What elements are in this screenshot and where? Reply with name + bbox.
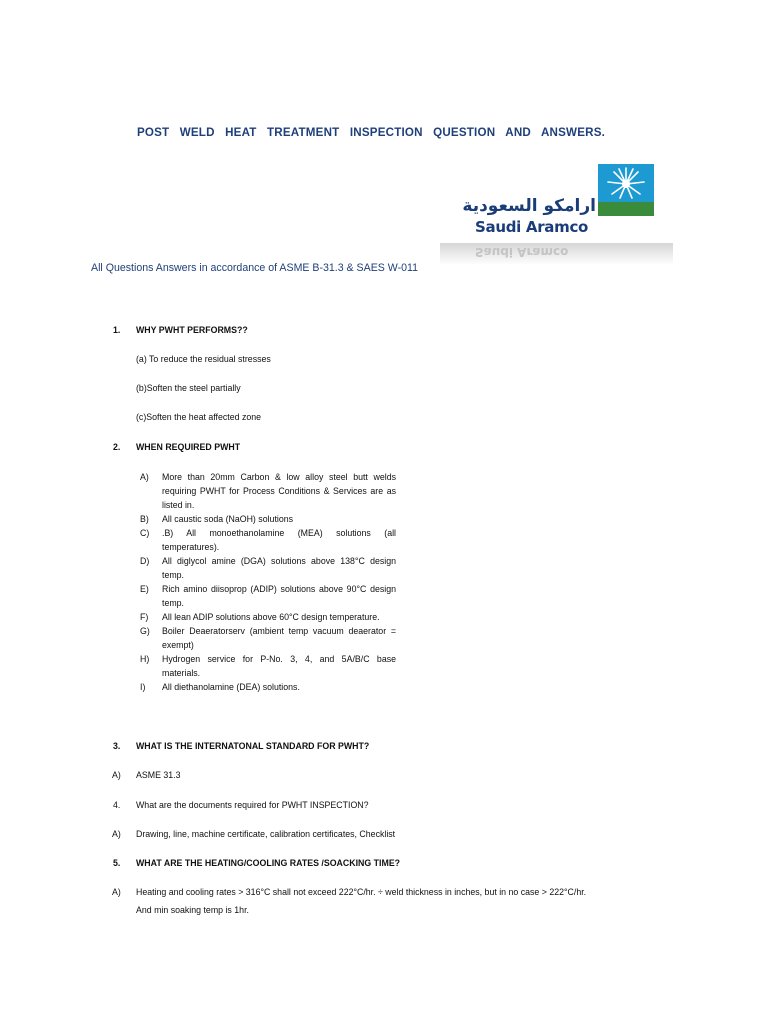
answer-line: (b)Soften the steel partially bbox=[136, 383, 241, 393]
answer-line: (c)Soften the heat affected zone bbox=[136, 412, 262, 422]
question-text: WHEN REQUIRED PWHT bbox=[136, 442, 241, 452]
list-item-text: All lean ADIP solutions above 60°C design temperature. bbox=[162, 612, 380, 622]
question-number: 3. bbox=[113, 741, 121, 751]
saudi-aramco-logo bbox=[440, 158, 673, 246]
list-item-label: A) bbox=[140, 472, 149, 482]
list-item-label: H) bbox=[140, 654, 150, 664]
list-item-text: Rich amino diisoprop (ADIP) solutions above 90°C design temp. bbox=[162, 584, 396, 608]
list-item bbox=[140, 582, 396, 610]
answer-text: Drawing, line, machine certificate, calibration certificates, Checklist bbox=[136, 829, 396, 839]
list-item bbox=[140, 610, 396, 624]
list-item bbox=[140, 652, 396, 680]
list-item bbox=[140, 470, 396, 512]
list-item bbox=[140, 680, 396, 694]
question-number: 1. bbox=[113, 325, 121, 335]
question-number: 4. bbox=[113, 800, 121, 810]
question-number: 5. bbox=[113, 858, 121, 868]
list-item bbox=[140, 512, 396, 526]
list-item-label: F) bbox=[140, 612, 149, 622]
document-title: POST WELD HEAT TREATMENT INSPECTION QUESTION AND ANSWERS. bbox=[136, 126, 606, 139]
list-item-label: G) bbox=[140, 626, 150, 636]
logo-arabic-text: ارامكو السعودية bbox=[462, 196, 596, 216]
answer-label: A) bbox=[112, 829, 121, 839]
list-item-text: More than 20mm Carbon & low alloy steel butt welds requiring PWHT for Process Conditions & Services are as listed in. bbox=[162, 472, 396, 510]
logo-latin-text: Saudi Aramco bbox=[475, 218, 589, 236]
list-item-text: Boiler Deaeratorserv (ambient temp vacuum deaerator = exempt) bbox=[162, 626, 396, 650]
answer-text-line-1: Heating and cooling rates > 316°C shall not exceed 222°C/hr. ÷ weld thickness in inches, but in no case > 222°C/hr. bbox=[136, 887, 587, 897]
list-item-label: D) bbox=[140, 556, 150, 566]
list-item bbox=[140, 624, 396, 652]
question-text: What are the documents required for PWHT INSPECTION? bbox=[136, 800, 369, 810]
aramco-star-icon bbox=[598, 164, 654, 216]
question-text: WHAT ARE THE HEATING/COOLING RATES /SOACKING TIME? bbox=[136, 858, 401, 868]
list-item-label: E) bbox=[140, 584, 149, 594]
question-text: WHAT IS THE INTERNATONAL STANDARD FOR PWHT? bbox=[136, 741, 370, 751]
answer-label: A) bbox=[112, 887, 121, 897]
logo-reflection bbox=[440, 243, 673, 265]
question-text: WHY PWHT PERFORMS?? bbox=[136, 325, 248, 335]
answer-label: A) bbox=[112, 770, 121, 780]
list-item-label: B) bbox=[140, 514, 149, 524]
document-subtitle: All Questions Answers in accordance of ASME B-31.3 & SAES W-011 bbox=[91, 262, 418, 274]
logo-reflection-text: Saudi Aramco bbox=[475, 245, 569, 259]
answer-line: (a) To reduce the residual stresses bbox=[136, 354, 271, 364]
question-number: 2. bbox=[113, 442, 121, 452]
answer-text-line-2: And min soaking temp is 1hr. bbox=[136, 905, 249, 915]
list-item-label: I) bbox=[140, 682, 146, 692]
list-item-text: All caustic soda (NaOH) solutions bbox=[162, 514, 294, 524]
list-item-text: Hydrogen service for P-No. 3, 4, and 5A/B/C base materials. bbox=[162, 654, 396, 678]
list-item-label: C) bbox=[140, 528, 150, 538]
list-item-text: All diglycol amine (DGA) solutions above 138°C design temp. bbox=[162, 556, 396, 580]
list-item bbox=[140, 526, 396, 554]
list-item-text: All diethanolamine (DEA) solutions. bbox=[162, 682, 300, 692]
list-item bbox=[140, 554, 396, 582]
answer-text: ASME 31.3 bbox=[136, 770, 181, 780]
pwht-required-list bbox=[140, 470, 396, 694]
list-item-text: .B) All monoethanolamine (MEA) solutions (all temperatures). bbox=[162, 528, 396, 552]
